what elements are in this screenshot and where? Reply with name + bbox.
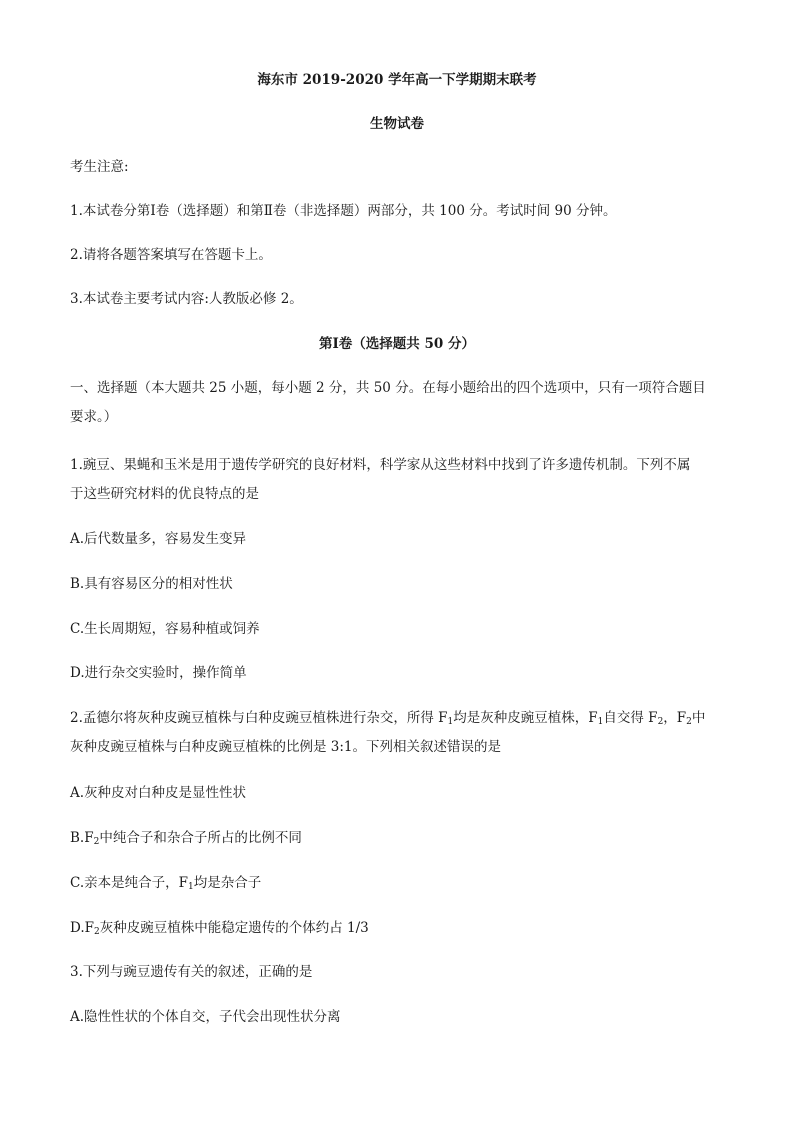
notice-heading: 考生注意: <box>70 159 129 175</box>
question-1-option-d: D.进行杂交实验时，操作简单 <box>70 665 247 681</box>
notice-item-2: 2.请将各题答案填写在答题卡上。 <box>70 247 272 263</box>
notice-item-1: 1.本试卷分第Ⅰ卷（选择题）和第Ⅱ卷（非选择题）两部分，共 100 分。考试时间 90 分钟。 <box>70 203 617 219</box>
subscript: 2 <box>93 837 100 847</box>
section-instructions-line2: 要求。） <box>70 409 118 425</box>
subscript: 2 <box>686 717 692 727</box>
question-1-option-c: C.生长周期短，容易种植或饲养 <box>70 621 260 637</box>
question-2-option-c <box>70 873 261 893</box>
section-title: 第Ⅰ卷（选择题共 50 分） <box>318 336 475 352</box>
question-2-option-a <box>70 783 246 803</box>
exam-title: 海东市 2019-2020 学年高一下学期期末联考 <box>257 72 537 88</box>
option-text: A.灰种皮对白种皮是显性性状 <box>70 785 247 801</box>
stem-text: 均是灰种皮豌豆植株，F <box>453 710 598 726</box>
option-text: 中纯合子和杂合子所占的比例不同 <box>99 830 302 846</box>
question-1-stem-line1: 1.豌豆、果蝇和玉米是用于遗传学研究的良好材料，科学家从这些材料中找到了许多遗传机制。下列不属 <box>70 457 691 473</box>
question-2-stem-line1 <box>70 708 705 728</box>
notice-item-3: 3.本试卷主要考试内容:人教版必修 2。 <box>70 291 303 307</box>
option-text: D.F <box>70 920 95 936</box>
option-text: B.F <box>70 830 94 846</box>
subscript: 2 <box>94 927 100 937</box>
question-1-stem-line2: 于这些研究材料的优良特点的是 <box>70 486 259 502</box>
question-2-option-d <box>70 918 369 938</box>
stem-text: 2.孟德尔将灰种皮豌豆植株与白种皮豌豆植株进行杂交，所得 F <box>70 710 448 726</box>
option-text: C.亲本是纯合子，F <box>70 875 189 891</box>
stem-text: 自交得 F <box>603 710 658 726</box>
option-text: 均是杂合子 <box>193 875 262 891</box>
subscript: 1 <box>447 717 454 727</box>
stem-text: ，F <box>663 710 687 726</box>
stem-text: 中 <box>691 710 706 726</box>
subscript: 2 <box>657 717 664 727</box>
question-1-option-a: A.后代数量多，容易发生变异 <box>70 531 247 547</box>
section-instructions-line1: 一、选择题（本大题共 25 小题，每小题 2 分，共 50 分。在每小题给出的四个选项中，只有一项符合题目 <box>70 380 706 396</box>
question-3-stem: 3.下列与豌豆遗传有关的叙述，正确的是 <box>70 964 313 980</box>
subscript: 1 <box>188 882 194 892</box>
question-1-option-b: B.具有容易区分的相对性状 <box>70 576 233 592</box>
question-3-option-a: A.隐性性状的个体自交，子代会出现性状分离 <box>70 1009 341 1025</box>
question-2-stem-line2: 灰种皮豌豆植株与白种皮豌豆植株的比例是 3:1。下列相关叙述错误的是 <box>70 739 502 755</box>
subject-title: 生物试卷 <box>370 116 424 132</box>
subscript: 1 <box>597 717 604 727</box>
option-text: 灰种皮豌豆植株中能稳定遗传的个体约占 1/3 <box>99 920 369 936</box>
question-2-option-b <box>70 828 302 848</box>
